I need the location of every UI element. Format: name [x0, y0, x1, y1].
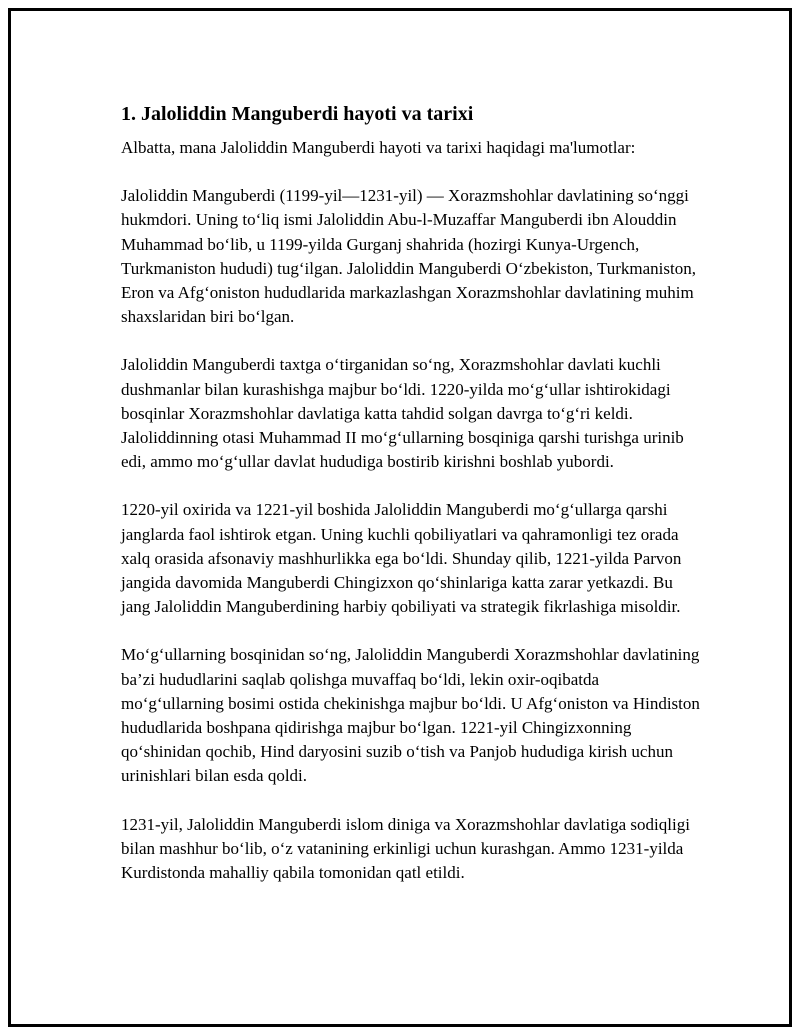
intro-paragraph: Albatta, mana Jaloliddin Manguberdi hayoti va tarixi haqidagi ma'lumotlar: [121, 138, 636, 157]
paragraph-death: 1231-yil, Jaloliddin Manguberdi islom diniga va Xorazmshohlar davlatiga sodiqligi bilan mashhur bo‘lib, o‘z vatanining erkinligi uchun kurashgan. Ammo 1231-yilda Kurdistonda mahalliy qabila tomonidan qatl etildi. [121, 814, 690, 883]
document-body [121, 100, 701, 885]
paragraph-retreat: Mo‘g‘ullarning bosqinidan so‘ng, Jaloliddin Manguberdi Xorazmshohlar davlatining ba’zi hududlarini saqlab qolishga muvaffaq bo‘ldi, lekin oxir-oqibatda mo‘g‘ullarning bosimi ostida chekinishga majbur bo‘ldi. U Afg‘oniston va Hindiston hududlarida boshpana qidirishga majbur bo‘lgan. 1221-yil Chingizxonning qo‘shinidan qochib, Hind daryosini suzib o‘tish va Panjob hududiga kirish uchun urinishlari bilan esda qoldi. [121, 645, 700, 786]
page-frame [8, 8, 792, 1027]
paragraph-birth: Jaloliddin Manguberdi (1199-yil—1231-yil) — Xorazmshohlar davlatining so‘nggi hukmdori. Uning to‘liq ismi Jaloliddin Abu-l-Muzaffar Manguberdi ibn Alouddin Muhammad bo‘lib, u 1199-yilda Gurganj shahrida (hozirgi Kunya-Urgench, Turkmaniston hududi) tug‘ilgan. Jaloliddin Manguberdi O‘zbekiston, Turkmaniston, Eron va Afg‘oniston hududlarida markazlashgan Xorazmshohlar davlatining muhim shaxslaridan biri bo‘lgan. [121, 186, 696, 327]
document-title: 1. Jaloliddin Manguberdi hayoti va tarixi [121, 103, 474, 125]
paragraph-battles: 1220-yil oxirida va 1221-yil boshida Jaloliddin Manguberdi mo‘g‘ullarga qarshi janglarda faol ishtirok etgan. Uning kuchli qobiliyatlari va qahramonligi tez orada xalq orasida afsonaviy mashhurlikka ega bo‘ldi. Shunday qilib, 1221-yilda Parvon jangida davomida Manguberdi Chingizxon qo‘shinlariga katta zarar yetkazdi. Bu jang Jaloliddin Manguberdining harbiy qobiliyati va strategik fikrlashiga misoldir. [121, 500, 682, 617]
paragraph-enthronement: Jaloliddin Manguberdi taxtga o‘tirganidan so‘ng, Xorazmshohlar davlati kuchli dushmanlar bilan kurashishga majbur bo‘ldi. 1220-yilda mo‘g‘ullar ishtirokidagi bosqinlar Xorazmshohlar davlatiga katta tahdid solgan davrga to‘g‘ri keldi. Jaloliddinning otasi Muhammad II mo‘g‘ullarning bosqiniga qarshi turishga urinib edi, ammo mo‘g‘ullar davlat hududiga bostirib kirishni boshlab yubordi. [121, 355, 684, 472]
